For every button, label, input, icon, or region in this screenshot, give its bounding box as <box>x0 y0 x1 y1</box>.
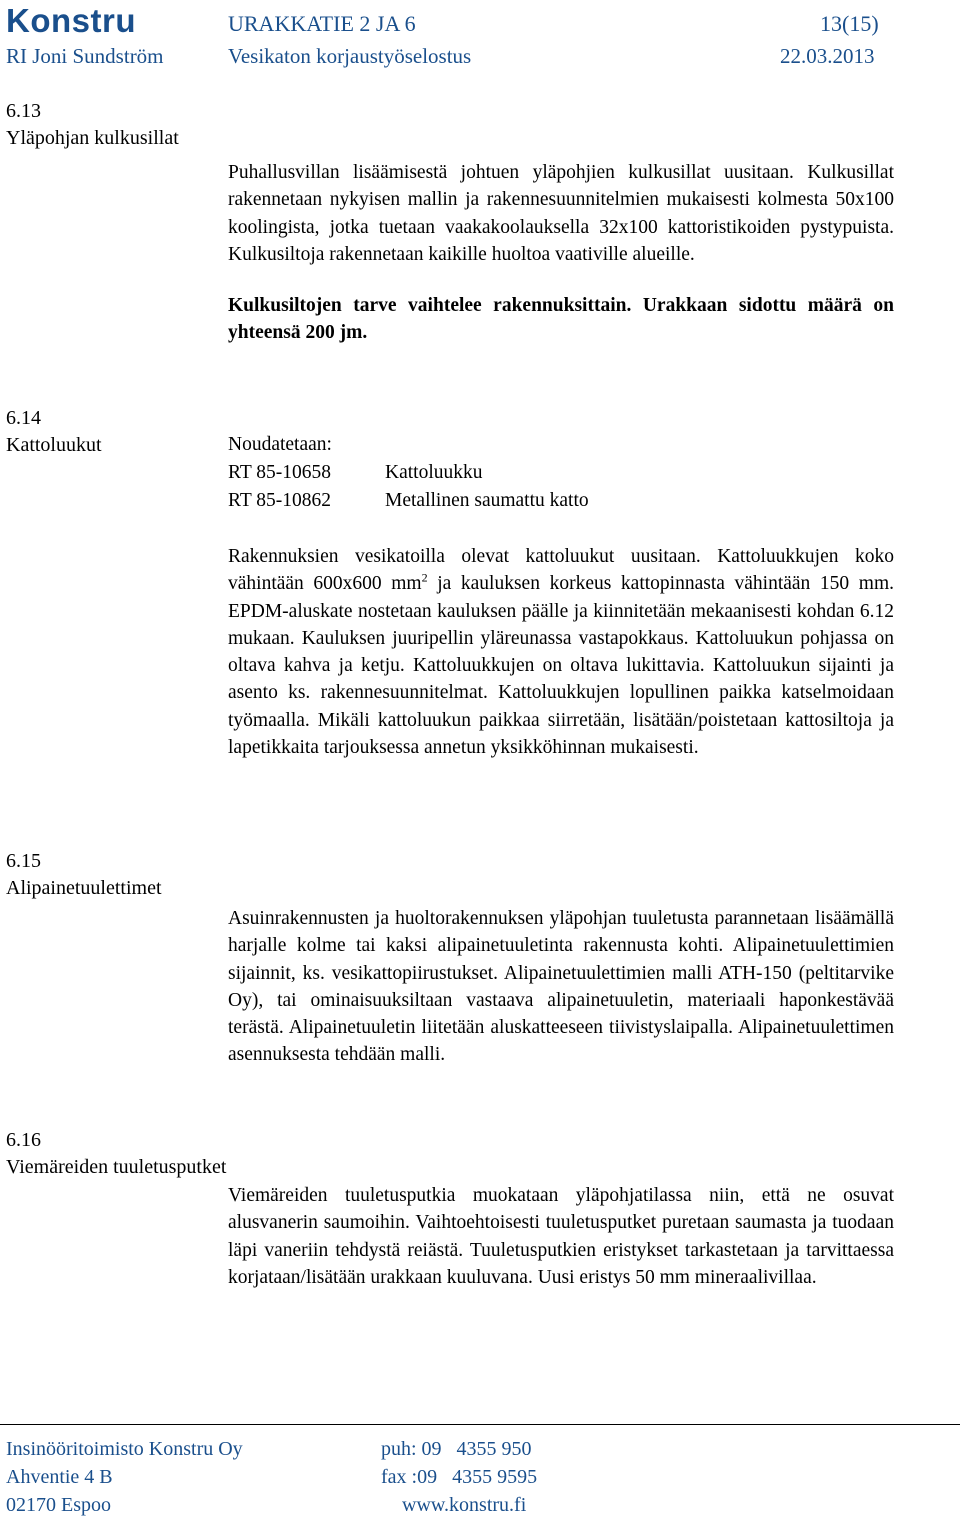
paragraph <box>228 543 894 761</box>
section-number: 6.14 <box>6 407 41 429</box>
footer-company: Insinööritoimisto Konstru Oy <box>6 1438 243 1460</box>
company-logo: Konstru <box>6 2 136 39</box>
section-number: 6.16 <box>6 1129 41 1151</box>
paragraph-part: ja kauluksen korkeus kattopinnasta vähintään 150 mm. EPDM-aluskate nostetaan kauluksen päälle ja kiinnitetään mekaanisesti kohdan 6.12 mukaan. Kauluksen juuripellin yläreunassa vastapokkaus. Kattoluukun pohjassa on oltava kahva ja ketju. Kattoluukkujen on oltava lukittavia. Kattoluukun sijainti ja asento ks. rakennesuunnitelmat. Kattoluukkujen lopullinen paikka katselmoidaan työmaalla. Mikäli kattoluukun paikkaa siirretään, lisätään/poistetaan kattosiltoja ja lapetikkaita tarjouksessa annetun yksikköhinnan mukaisesti. <box>228 573 894 759</box>
section-number: 6.13 <box>6 100 41 122</box>
author: RI Joni Sundström <box>6 44 164 68</box>
document-title: Vesikaton korjaustyöselostus <box>228 44 472 68</box>
section-6-14-heading <box>6 405 102 459</box>
paragraph-part: Rakennuksien vesikatoilla olevat kattoluukut uusitaan. Kattoluukkujen koko vähintään 600x600 mm <box>228 546 894 595</box>
paragraph: Puhallusvillan lisäämisestä johtuen yläpohjien kulkusillat uusitaan. Kulkusillat rakennetaan nykyisen mallin ja rakennesuunnitelmien mukaisesti kolmesta 50x100 koolingista, jotka tuetaan vaakakoolauksella 32x100 kattoristikoiden pystypuista. Kulkusiltoja rakennetaan kaikille huoltoa vaativille alueille. <box>228 162 894 265</box>
reference-row <box>228 459 483 487</box>
footer-fax: fax :09 4355 9595 <box>381 1466 538 1488</box>
footer-website[interactable]: www.konstru.fi <box>402 1494 527 1516</box>
page-number: 13(15) <box>820 11 879 36</box>
reference-row <box>228 487 589 515</box>
section-6-15-heading <box>6 848 162 902</box>
reference-description: Kattoluukku <box>385 462 483 483</box>
references-intro: Noudatetaan: <box>228 434 332 455</box>
section-6-16-heading <box>6 1127 226 1181</box>
section-6-13-heading <box>6 98 179 152</box>
section-title: Kattoluukut <box>6 434 102 456</box>
section-6-15-body <box>228 905 894 1069</box>
footer-street: Ahventie 4 B <box>6 1466 113 1488</box>
footer-city: 02170 Espoo <box>6 1494 111 1516</box>
paragraph-bold: Kulkusiltojen tarve vaihtelee rakennuksittain. Urakkaan sidottu määrä on yhteensä 200 jm. <box>228 295 894 344</box>
reference-code: RT 85-10658 <box>228 462 332 483</box>
section-6-13-body <box>228 159 894 347</box>
section-6-16-body <box>228 1182 894 1291</box>
footer-divider <box>0 1424 960 1425</box>
project-title: URAKKATIE 2 JA 6 <box>228 11 416 36</box>
document-date: 22.03.2013 <box>780 44 875 68</box>
section-title: Alipainetuulettimet <box>6 877 162 899</box>
superscript: 2 <box>421 570 428 585</box>
section-6-14-body <box>228 543 894 761</box>
footer-phone: puh: 09 4355 950 <box>381 1438 532 1460</box>
section-title: Yläpohjan kulkusillat <box>6 127 179 149</box>
section-title: Viemäreiden tuuletusputket <box>6 1156 227 1178</box>
reference-code: RT 85-10862 <box>228 490 332 511</box>
reference-description: Metallinen saumattu katto <box>385 490 589 511</box>
paragraph: Viemäreiden tuuletusputkia muokataan yläpohjatilassa niin, että ne osuvat alusvanerin saumoihin. Vaihtoehtoisesti tuuletusputket puretaan saumasta ja tuodaan läpi vaneriin tehdystä reiästä. Tuuletusputkien eristykset tarkastetaan ja tarvittaessa korjataan/lisätään urakkaan kuuluvana. Uusi eristys 50 mm mineraalivillaa. <box>228 1185 894 1288</box>
section-number: 6.15 <box>6 850 41 872</box>
paragraph: Asuinrakennusten ja huoltorakennuksen yläpohjan tuuletusta parannetaan lisäämällä harjalle kolme tai kaksi alipainetuuletinta rakennusta kohti. Alipainetuulettimien sijainnit, ks. vesikattopiirustukset. Alipainetuulettimien malli ATH-150 (peltitarvike Oy), tai ominaisuuksiltaan vastaava alipainetuuletin, materiaali haponkestävää terästä. Alipainetuuletin liitetään aluskatteeseen tiivistyslaipalla. Alipainetuulettimen asennuksesta tehdään malli. <box>228 908 894 1066</box>
